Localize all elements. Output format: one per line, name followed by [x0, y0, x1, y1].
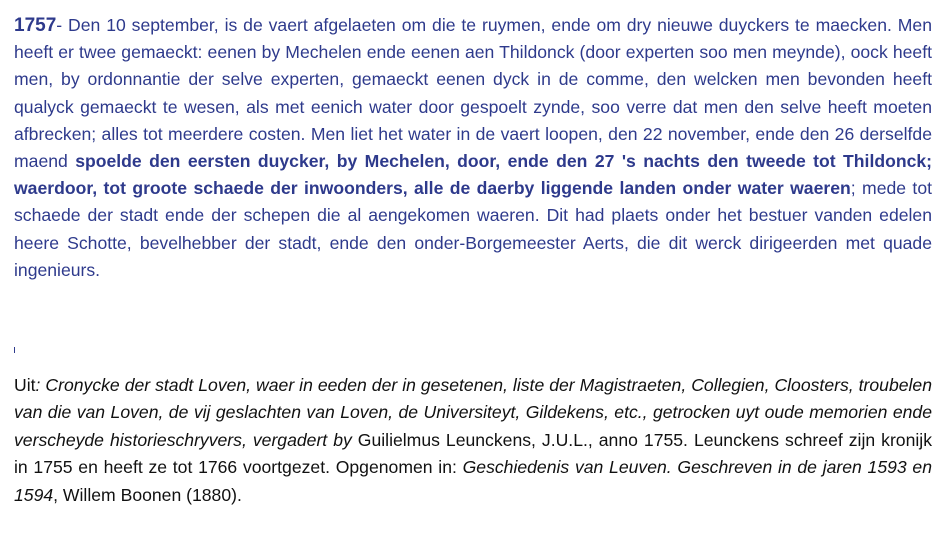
chronicle-year: 1757: [14, 15, 57, 36]
chronicle-paragraph: [14, 12, 932, 284]
chronicle-text-intro: - Den 10 september, is de vaert afgelaeten om die te ruymen, ende om dry nieuwe duyckers te maecken. Men heeft er twee gemaeckt: eenen by Mechelen ende eenen aen Thildonck (door experten soo men meynde), oock heeft men, by ordonnantie der selve experten, gemaeckt eenen dyck in de comme, den welcken men bevonden heeft qualyck gemaeckt te wesen, als met eenich water door gespoelt zynde, soo verre dat men den selve heeft moeten afbrecken; alles tot meerdere costen. Men liet het water in de vaert loopen, den 22 november, ende den 26 derselfde maend: [14, 15, 932, 172]
source-author-year: , Willem Boonen (1880).: [53, 484, 242, 505]
source-book-title: Geschiedenis van Leuven. Geschreven in de jaren 1593 en 1594: [14, 457, 933, 505]
source-prefix: Uit: [14, 375, 36, 395]
source-citation: [14, 372, 932, 509]
chronicle-text-emphasis: spoelde den eersten duycker, by Mechelen, door, ende den 27 's nachts den tweede tot Thildonck; waerdoor, tot groote schaede der inwoonders, alle de daerby liggende landen onder water waeren: [14, 151, 932, 199]
chronicle-text-conclusion: ; mede tot schaede der stadt ende der schepen die al aengekomen waeren. Dit had plaets onder het bestuer vanden edelen heere Schotte, bevelhebber der stadt, ende den onder-Borgemeester Aerts, die dit werck dirigeerden met quade ingenieurs.: [14, 178, 932, 280]
document-page: [14, 0, 934, 543]
source-title: : Cronycke der stadt Loven, waer in eeden der in gesetenen, liste der Magistraeten, Collegien, Cloosters, troubelen van die van Loven, de vij geslachten van Loven, de Universiteyt, Gildekens, etc., getrocken uyt oude memorien ende verscheyde historieschryvers, vergadert by: [14, 375, 932, 450]
source-details: Guilielmus Leunckens, J.U.L., anno 1755. Leunckens schreef zijn kronijk in 1755 en heeft ze tot 1766 voortgezet. Opgenomen in:: [14, 429, 932, 478]
stray-mark: [14, 347, 15, 353]
